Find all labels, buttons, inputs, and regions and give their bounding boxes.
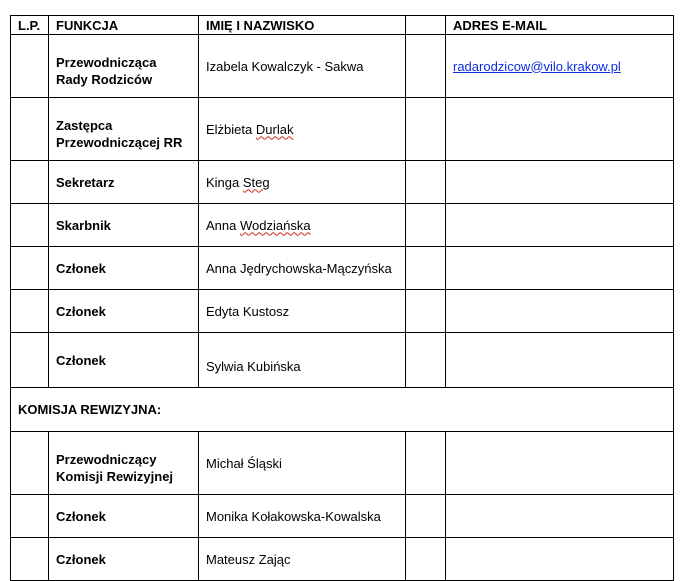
- row-lp-cell: [11, 35, 49, 98]
- function-line-2: Rady Rodziców: [56, 72, 153, 87]
- row-name-cell: Monika Kołakowska-Kowalska: [199, 495, 406, 538]
- name-first: Kinga: [206, 174, 243, 190]
- name-first: Elżbieta: [206, 121, 256, 137]
- row-lp-cell: [11, 247, 49, 290]
- row-email-cell: [446, 204, 674, 247]
- header-extra: [406, 16, 446, 35]
- row-extra-cell: [406, 161, 446, 204]
- header-row: [11, 16, 674, 35]
- table-row: [11, 333, 674, 388]
- row-name-cell: Edyta Kustosz: [199, 290, 406, 333]
- row-lp-cell: [11, 161, 49, 204]
- header-name: IMIĘ I NAZWISKO: [199, 16, 406, 35]
- row-lp-cell: [11, 432, 49, 495]
- row-function-cell: [49, 35, 199, 98]
- row-extra-cell: [406, 333, 446, 388]
- row-name-cell: Mateusz Zając: [199, 538, 406, 581]
- row-lp-cell: [11, 333, 49, 388]
- email-link[interactable]: radarodzicow@vilo.krakow.pl: [453, 58, 621, 74]
- row-function-cell: Skarbnik: [49, 204, 199, 247]
- row-lp-cell: [11, 290, 49, 333]
- header-lp: L.P.: [11, 16, 49, 35]
- row-name-cell: Anna Jędrychowska-Mączyńska: [199, 247, 406, 290]
- table-row: [11, 161, 674, 204]
- table-row: [11, 204, 674, 247]
- row-lp-cell: [11, 495, 49, 538]
- row-name-cell: [199, 161, 406, 204]
- name-last: Durlak: [255, 121, 294, 137]
- row-extra-cell: [406, 538, 446, 581]
- function-line-2: Przewodniczącej RR: [56, 135, 183, 150]
- row-function-cell: Sekretarz: [49, 161, 199, 204]
- table-row: [11, 35, 674, 98]
- row-email-cell: [446, 161, 674, 204]
- function-line-1: Zastępca: [56, 118, 113, 133]
- row-function-cell: Członek: [49, 495, 199, 538]
- table-row: [11, 290, 674, 333]
- table-row: [11, 432, 674, 495]
- row-email-cell: [446, 495, 674, 538]
- row-email-cell: [446, 98, 674, 161]
- row-name-cell: [199, 204, 406, 247]
- function-line-1: Przewodnicząca: [56, 55, 157, 70]
- header-function: FUNKCJA: [49, 16, 199, 35]
- row-extra-cell: [406, 432, 446, 495]
- row-name-cell: Izabela Kowalczyk - Sakwa: [199, 35, 406, 98]
- row-function-cell: [49, 98, 199, 161]
- row-function-cell: Członek: [49, 247, 199, 290]
- row-extra-cell: [406, 35, 446, 98]
- row-name-cell: Sylwia Kubińska: [199, 333, 406, 388]
- table-row: [11, 538, 674, 581]
- header-email: ADRES E-MAIL: [446, 16, 674, 35]
- row-extra-cell: [406, 204, 446, 247]
- row-function-cell: [49, 432, 199, 495]
- section-row: [11, 388, 674, 432]
- board-table: [10, 15, 674, 581]
- row-extra-cell: [406, 495, 446, 538]
- row-email-cell: [446, 290, 674, 333]
- row-email-cell: [446, 35, 674, 98]
- row-lp-cell: [11, 538, 49, 581]
- table-row: [11, 495, 674, 538]
- section-title: KOMISJA REWIZYJNA:: [11, 388, 674, 432]
- row-function-cell: Członek: [49, 333, 199, 388]
- row-function-cell: Członek: [49, 290, 199, 333]
- row-lp-cell: [11, 98, 49, 161]
- table-row: [11, 247, 674, 290]
- row-email-cell: [446, 432, 674, 495]
- row-function-cell: Członek: [49, 538, 199, 581]
- row-extra-cell: [406, 290, 446, 333]
- row-name-cell: Michał Śląski: [199, 432, 406, 495]
- function-line-2: Komisji Rewizyjnej: [56, 469, 174, 484]
- name-last: Wodziańska: [239, 217, 311, 233]
- row-email-cell: [446, 247, 674, 290]
- table-row: [11, 98, 674, 161]
- row-extra-cell: [406, 247, 446, 290]
- name-last: Steg: [242, 174, 270, 190]
- row-email-cell: [446, 538, 674, 581]
- name-first: Anna: [206, 217, 240, 233]
- row-email-cell: [446, 333, 674, 388]
- row-extra-cell: [406, 98, 446, 161]
- function-line-1: Przewodniczący: [56, 452, 157, 467]
- row-name-cell: [199, 98, 406, 161]
- row-lp-cell: [11, 204, 49, 247]
